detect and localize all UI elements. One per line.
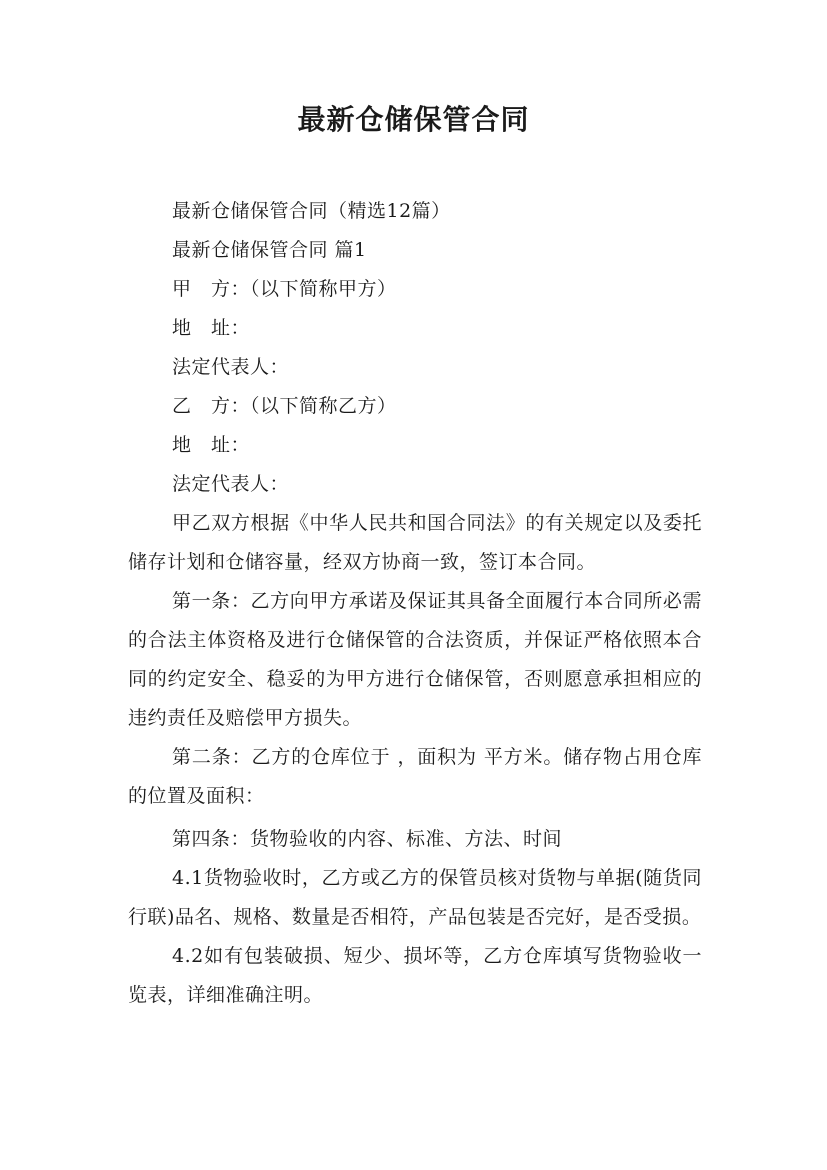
article-2-text: 第二条：乙方的仓库位于 ，面积为 平方米。储存物占用仓库的位置及面积：: [128, 746, 702, 807]
clause-4-2-paragraph: 4.2如有包装破损、短少、损坏等，乙方仓库填写货物验收一览表，详细准确注明。: [128, 945, 702, 1006]
article-1-paragraph: 第一条：乙方向甲方承诺及保证其具备全面履行本合同所必需的合法主体资格及进行仓储保管的合法资质，并保证严格依照本合同的约定安全、稳妥的为甲方进行仓储保管，否则愿意承担相应的违约责任及赔偿甲方损失。: [128, 590, 702, 729]
article-2-paragraph: [128, 738, 702, 820]
clause-4-1-paragraph: 4.1货物验收时，乙方或乙方的保管员核对货物与单据(随货同行联)品名、规格、数量是否相符，产品包装是否完好，是否受损。: [128, 867, 702, 928]
party-b-address-line: 地 址：: [172, 434, 251, 456]
document-body: [128, 192, 702, 1015]
subtitle-line: 最新仓储保管合同（精选12篇）: [172, 200, 451, 222]
document-title: 最新仓储保管合同: [297, 103, 530, 136]
party-b-line: 乙 方：（以下简称乙方）: [172, 395, 397, 417]
party-a-representative-line: 法定代表人：: [172, 356, 290, 378]
party-a-line: 甲 方：（以下简称甲方）: [172, 278, 397, 300]
intro-paragraph: 甲乙双方根据《中华人民共和国合同法》的有关规定以及委托储存计划和仓储容量，经双方协商一致，签订本合同。: [128, 512, 702, 573]
section-heading: 最新仓储保管合同 篇1: [172, 239, 367, 261]
article-4-heading: 第四条：货物验收的内容、标准、方法、时间: [172, 828, 563, 850]
party-a-address-line: 地 址：: [172, 317, 251, 339]
party-b-representative-line: 法定代表人：: [172, 473, 290, 495]
